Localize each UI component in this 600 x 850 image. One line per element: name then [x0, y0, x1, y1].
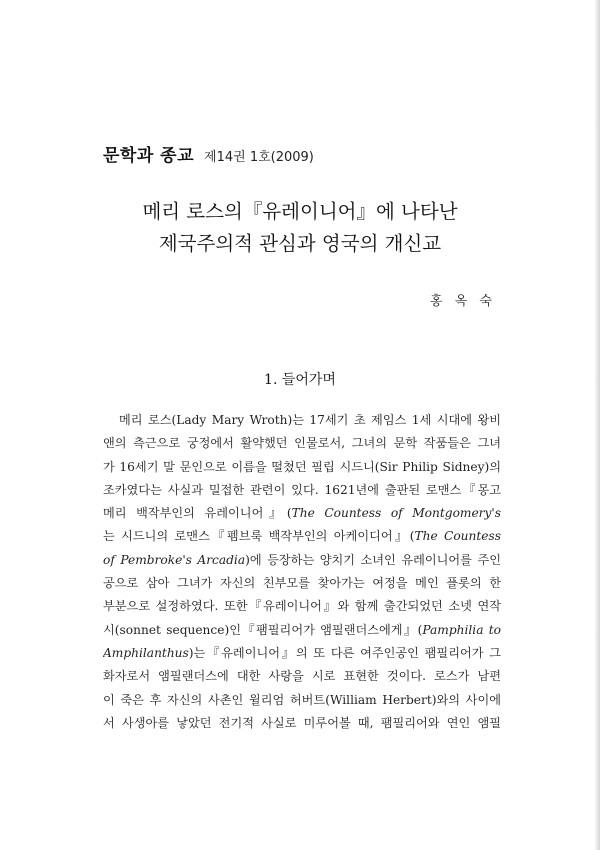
article-title-line-1: 메리 로스의『유레이니어』에 나타난: [142, 200, 458, 223]
body-line: [103, 525, 501, 548]
italic-title-text: Amphilanthus: [103, 645, 189, 660]
body-line: [103, 595, 501, 618]
page-edge-shadow: [594, 0, 600, 850]
italic-title-text: of Pembroke's Arcadia: [103, 552, 246, 567]
body-line: [103, 689, 501, 712]
journal-issue: 제14권 1호(2009): [204, 150, 314, 165]
body-text-run: 이 죽은 후 자신의 사촌인 윌리엄 허버트(William Herbert)와의 사이에: [103, 692, 501, 707]
journal-header: [103, 141, 314, 166]
body-text-run: 는 시드니의 로맨스『펨브룩 백작부인의 아케이디어』(: [103, 529, 415, 544]
body-text-run: 메리 백작부인의 유레이니어』(: [103, 506, 292, 521]
body-text-run: 부분으로 설정하였다. 또한『유레이니어』와 함께 출간되었던 소넷 연작: [103, 599, 501, 614]
body-text-run: 화자로서 앰필랜더스에 대한 사랑을 시로 표현한 것이다. 로스가 남편: [103, 669, 501, 684]
journal-logo: 문학과 종교: [103, 146, 195, 166]
body-line: [103, 712, 501, 735]
body-line: [103, 502, 501, 525]
body-text-run: )는『유레이니어』의 또 다른 여주인공인 팸필리어가 그: [188, 645, 501, 660]
author-name: 홍 옥 숙: [430, 294, 496, 309]
body-line: [103, 619, 501, 642]
body-line: [103, 432, 501, 455]
body-line: [103, 549, 501, 572]
section-heading: 1. 들어가며: [264, 372, 336, 388]
body-line: [103, 479, 501, 502]
body-text-run: 시(sonnet sequence)인『팸필리어가 앰필랜더스에게』(: [103, 622, 423, 637]
body-line: [103, 456, 501, 479]
body-text: [103, 409, 501, 735]
body-text-run: 서 사생아를 낳았던 전기적 사실로 미루어볼 때, 팸필리어와 연인 앰필: [103, 715, 501, 730]
body-text-run: 앤의 측근으로 궁정에서 활약했던 인물로서, 그녀의 문학 작품들은 그녀: [103, 436, 501, 451]
body-text-run: )에 등장하는 양치기 소녀인 유레이니어를 주인: [245, 552, 501, 567]
body-text-run: 가 16세기 말 문인으로 이름을 떨쳤던 필립 시드니(Sir Philip Sidney)의: [103, 459, 501, 474]
italic-title-text: The Countess of Montgomery's: [291, 506, 501, 521]
italic-title-text: Pamphilia to: [422, 622, 501, 637]
italic-title-text: The Countess: [414, 529, 501, 544]
body-text-run: 메리 로스(Lady Mary Wroth)는 17세기 초 제임스 1세 시대에 왕비: [119, 413, 501, 427]
body-text-run: 공으로 삼아 그녀가 자신의 친부모를 찾아가는 여정을 메인 플롯의 한: [103, 576, 501, 591]
body-line: [103, 665, 501, 688]
body-line: [103, 642, 501, 665]
body-text-run: 조카였다는 사실과 밀접한 관련이 있다. 1621년에 출판된 로맨스『몽고: [103, 482, 501, 497]
article-title-line-2: 제국주의적 관심과 영국의 개신교: [158, 232, 442, 255]
body-line: [103, 409, 501, 432]
body-line: [103, 572, 501, 595]
